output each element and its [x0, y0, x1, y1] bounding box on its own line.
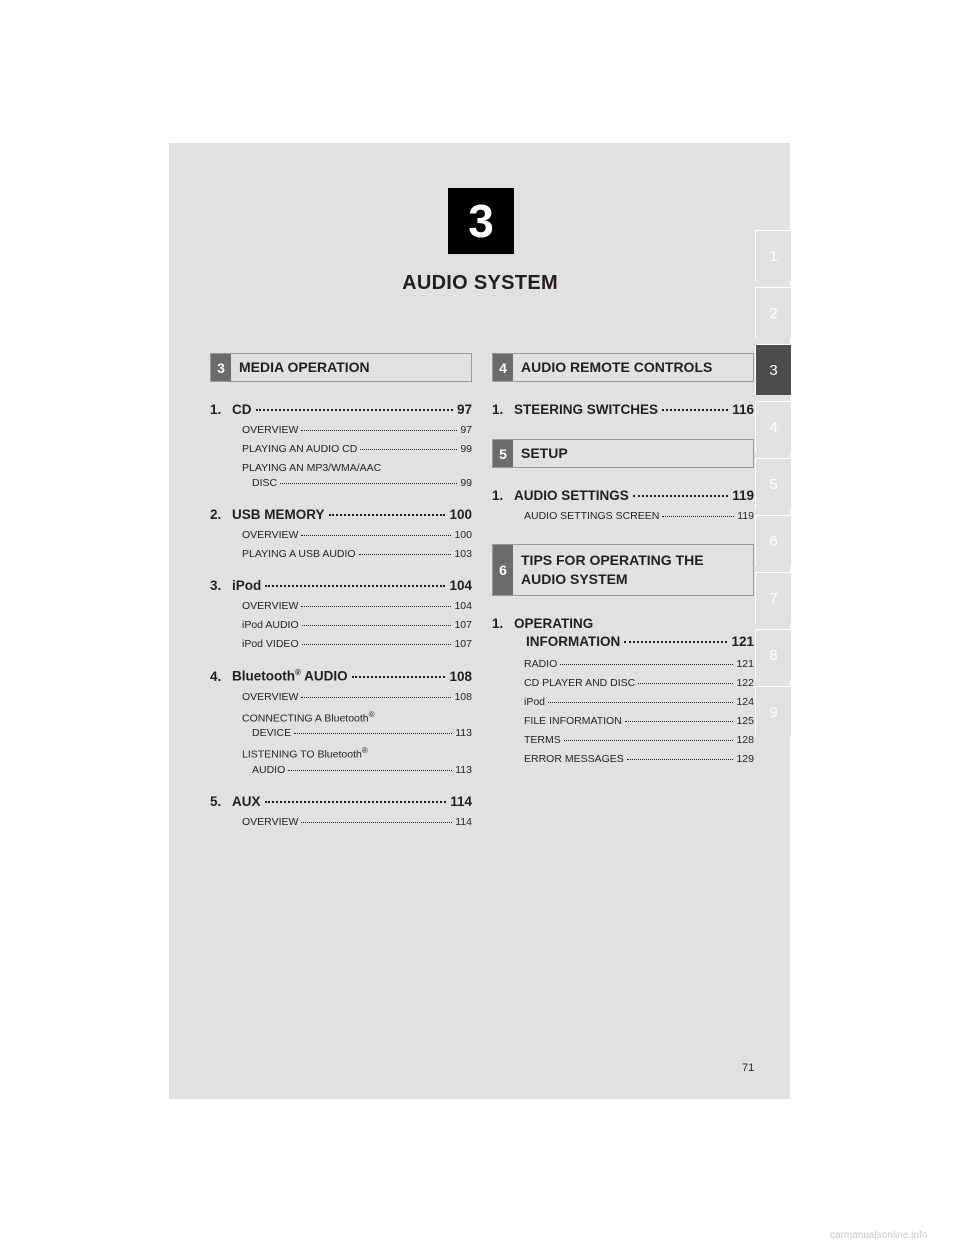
- toc-sub-file-information[interactable]: FILE INFORMATION 125: [524, 715, 754, 727]
- toc-sub-radio[interactable]: RADIO 121: [524, 658, 754, 670]
- toc-sub-cd-player-and-disc[interactable]: CD PLAYER AND DISC 122: [524, 677, 754, 689]
- toc-sub-ipod[interactable]: iPod 124: [524, 696, 754, 708]
- toc-entry-steering-switches[interactable]: 1. STEERING SWITCHES 116: [492, 402, 754, 417]
- section-header-tips: [492, 544, 754, 596]
- side-tab-1[interactable]: 1: [755, 230, 791, 281]
- section-header-media-operation: [210, 353, 472, 382]
- section-title-line2: AUDIO SYSTEM: [521, 571, 628, 587]
- toc-entry-bluetooth-audio[interactable]: 4. Bluetooth® AUDIO 108: [210, 668, 472, 684]
- section-number: 5: [493, 440, 513, 467]
- side-tab-7[interactable]: 7: [755, 572, 791, 623]
- toc-sub-terms[interactable]: TERMS 128: [524, 734, 754, 746]
- toc-sub-overview[interactable]: OVERVIEW 104: [242, 600, 472, 612]
- toc-sub-playing-audio-cd[interactable]: PLAYING AN AUDIO CD 99: [242, 443, 472, 455]
- toc-sub-listening-bluetooth-audio[interactable]: LISTENING TO Bluetooth® AUDIO 113: [242, 746, 472, 776]
- toc-sub-overview[interactable]: OVERVIEW 108: [242, 690, 472, 703]
- toc-sub-overview[interactable]: OVERVIEW 114: [242, 815, 472, 828]
- toc-entry-cd[interactable]: 1. CD 97: [210, 402, 472, 417]
- toc-sub-playing-usb-audio[interactable]: PLAYING A USB AUDIO 103: [242, 548, 472, 560]
- toc-entry-operating-information[interactable]: 1. OPERATING INFORMATION 121: [492, 616, 754, 649]
- toc-entry-audio-settings[interactable]: 1. AUDIO SETTINGS 119: [492, 488, 754, 503]
- page-number: 71: [742, 1062, 755, 1074]
- toc-entry-aux[interactable]: 5. AUX 114: [210, 793, 472, 809]
- section-title-line1: TIPS FOR OPERATING THE: [521, 552, 704, 568]
- toc-sub-connecting-bluetooth-device[interactable]: CONNECTING A Bluetooth® DEVICE 113: [242, 709, 472, 739]
- toc-sub-audio-settings-screen[interactable]: AUDIO SETTINGS SCREEN 119: [524, 510, 754, 522]
- toc-entry-ipod[interactable]: 3. iPod 104: [210, 578, 472, 593]
- chapter-title: AUDIO SYSTEM: [402, 272, 558, 294]
- section-title: AUDIO REMOTE CONTROLS: [521, 359, 713, 375]
- side-tab-8[interactable]: 8: [755, 629, 791, 680]
- toc-sub-ipod-audio[interactable]: iPod AUDIO 107: [242, 619, 472, 631]
- side-tab-9[interactable]: 9: [755, 686, 791, 737]
- toc-left-column: [210, 353, 472, 828]
- toc-sub-playing-mp3-disc[interactable]: PLAYING AN MP3/WMA/AAC DISC 99: [242, 462, 472, 489]
- chapter-number-box: 3: [448, 188, 514, 254]
- side-tab-2[interactable]: 2: [755, 287, 791, 338]
- side-tab-6[interactable]: 6: [755, 515, 791, 566]
- toc-right-column: [492, 353, 754, 765]
- side-tab-5[interactable]: 5: [755, 458, 791, 509]
- section-number: 6: [493, 545, 513, 595]
- side-tab-3[interactable]: 3: [755, 344, 791, 395]
- section-title: SETUP: [521, 445, 568, 461]
- dot-leader: [256, 409, 453, 411]
- toc-entry-usb-memory[interactable]: 2. USB MEMORY 100: [210, 507, 472, 522]
- section-title: MEDIA OPERATION: [239, 359, 370, 375]
- side-tab-4[interactable]: 4: [755, 401, 791, 452]
- toc-sub-overview[interactable]: OVERVIEW 97: [242, 424, 472, 436]
- section-header-setup: [492, 439, 754, 468]
- section-number: 3: [211, 354, 231, 381]
- toc-sub-overview[interactable]: OVERVIEW 100: [242, 529, 472, 541]
- toc-sub-error-messages[interactable]: ERROR MESSAGES 129: [524, 753, 754, 765]
- toc-sub-ipod-video[interactable]: iPod VIDEO 107: [242, 638, 472, 650]
- section-header-audio-remote-controls: [492, 353, 754, 382]
- section-number: 4: [493, 354, 513, 381]
- watermark: carmanualsonline.info: [830, 1230, 928, 1241]
